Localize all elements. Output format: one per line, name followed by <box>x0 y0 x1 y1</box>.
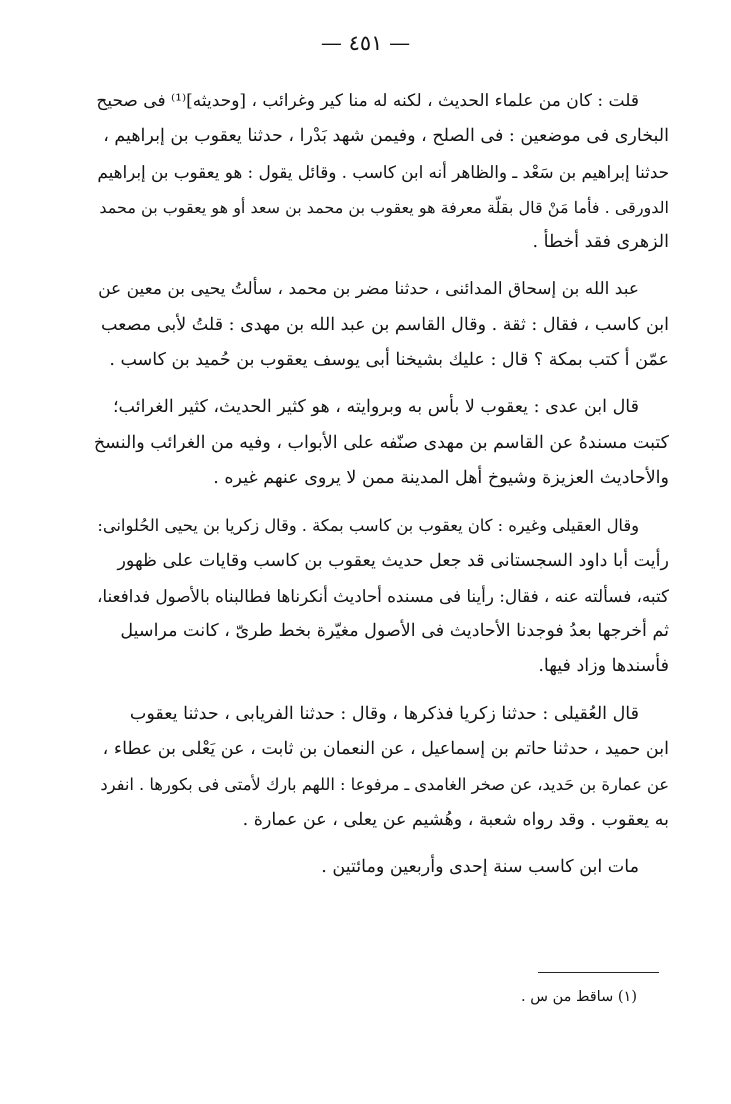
text-line: ابن كاسب ، فقال : ثقة . وقال القاسم بن عبد الله بن مهدى : قلتُ لأبى مصعب <box>101 314 669 335</box>
main-text <box>94 84 669 897</box>
paragraph <box>94 272 669 378</box>
page-number: — ٤٥١ — <box>320 31 411 55</box>
text-line: مات ابن كاسب سنة إحدى وأربعين ومائتين . <box>321 856 639 877</box>
paragraph <box>94 850 669 885</box>
text-line: عبد الله بن إسحاق المدائنى ، حدثنا مضر بن محمد ، سألتُ يحيى بن معين عن <box>98 279 639 300</box>
text-line: كتبه، فسألته عنه ، فقال: رأينا فى مسنده أحاديث أنكرناها فطالبناه بالأصول فدافعنا، <box>96 585 669 606</box>
text-line: وقال العقيلى وغيره : كان يعقوب بن كاسب بمكة . وقال زكريا بن يحيى الحُلوانى: <box>97 516 639 536</box>
paragraph <box>94 697 669 838</box>
text-line: حدثنا إبراهيم بن سَعْد ـ والظاهر أنه ابن كاسب . وقائل يقول : هو يعقوب بن إبراهيم <box>97 161 669 182</box>
text-line: الزهرى فقد أخطأ . <box>532 232 669 253</box>
text-line: فأسندها وزاد فيها. <box>538 656 669 677</box>
paragraph <box>94 390 669 496</box>
text-line: ابن حميد ، حدثنا حاتم بن إسماعيل ، عن النعمان بن ثابت ، عن يَعْلى بن عطاء ، <box>102 739 669 760</box>
text-line: الدورقى . فأما مَنْ قال بقلّة معرفة هو يعقوب بن محمد بن سعد أو هو يعقوب بن محمد <box>99 197 669 217</box>
text-line: البخارى فى موضعين : فى الصلح ، وفيمن شهد بَدْرا ، حدثنا يعقوب بن إبراهيم ، <box>103 126 669 147</box>
text-line: به يعقوب . وقد رواه شعبة ، وهُشيم عن يعلى ، عن عمارة . <box>242 809 669 830</box>
footnote-divider <box>538 972 659 973</box>
paragraph <box>94 508 669 684</box>
text-line: قال العُقيلى : حدثنا زكريا فذكرها ، وقال : حدثنا الفريابى ، حدثنا يعقوب <box>129 703 639 724</box>
footnote: (١) ساقط من س . <box>521 989 637 1005</box>
text-line: عمّن أ كتب بمكة ؟ قال : عليك بشيخنا أبى يوسف يعقوب بن حُميد بن كاسب . <box>109 350 669 371</box>
text-line: قال ابن عدى : يعقوب لا بأس به وبروايته ، هو كثير الحديث، كثير الغرائب؛ <box>112 397 639 418</box>
text-line: عن عمارة بن حَديد، عن صخر الغامدى ـ مرفوعا : اللهم بارك لأمتى فى بكورها . انفرد <box>100 775 669 795</box>
text-line: قلت : كان من علماء الحديث ، لكنه له منا كير وغرائب ، [وحديثه]⁽¹⁾ فى صحيح <box>96 91 639 111</box>
text-line: كتبت مسندهُ عن القاسم بن مهدى صنّفه على الأبواب ، وفيه من الغرائب والنسخ <box>94 432 669 453</box>
text-line: والأحاديث العزيزة وشيوخ أهل المدينة ممن لا يروى عنهم غيره . <box>213 467 669 488</box>
text-line: ثم أخرجها بعدُ فوجدنا الأحاديث فى الأصول مغيّرة بخط طرىّ ، كانت مراسيل <box>120 621 669 642</box>
paragraph <box>94 84 669 260</box>
text-line: رأيت أبا داود السجستانى قد جعل حديث يعقوب بن كاسب وقايات على ظهور <box>117 550 669 571</box>
